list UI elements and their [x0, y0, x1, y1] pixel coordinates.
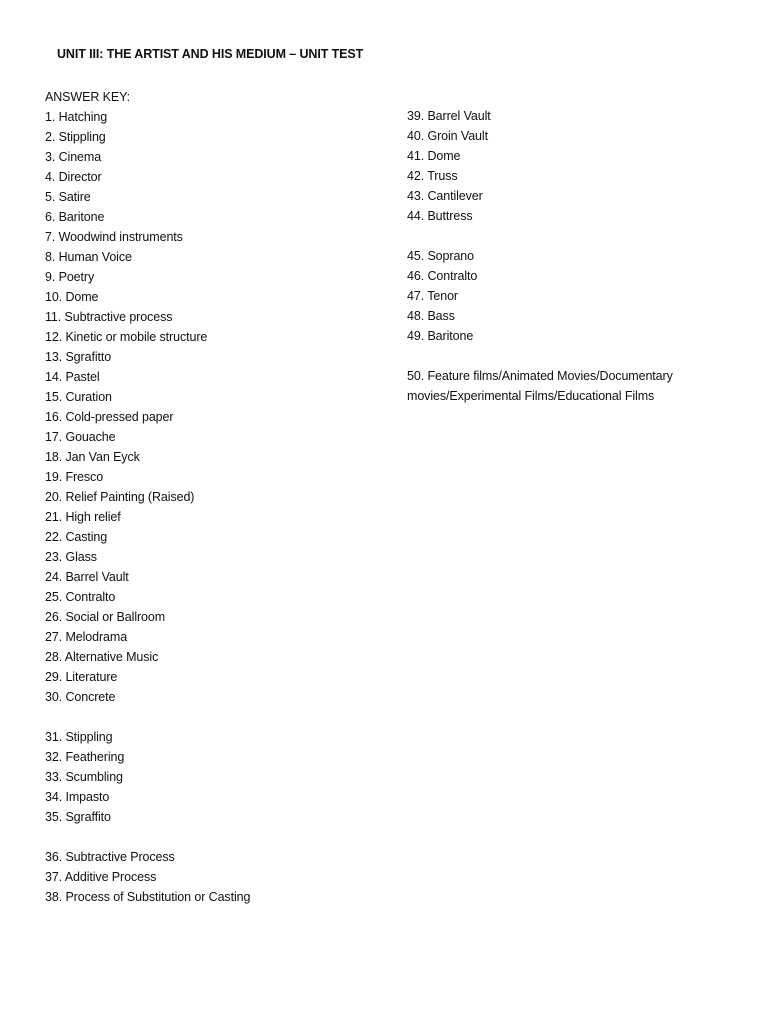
answer-item: 22. Casting — [45, 530, 108, 544]
answer-item: 2. Stippling — [45, 130, 106, 144]
answer-item: 20. Relief Painting (Raised) — [45, 490, 195, 504]
answer-item: 16. Cold-pressed paper — [45, 410, 174, 424]
answer-item: 36. Subtractive Process — [45, 850, 175, 864]
answer-item: 46. Contralto — [407, 269, 478, 283]
answer-item: 30. Concrete — [45, 690, 116, 704]
answer-item: 40. Groin Vault — [407, 129, 488, 143]
answer-item: 21. High relief — [45, 510, 121, 524]
answer-item: 14. Pastel — [45, 370, 100, 384]
answer-item: 35. Sgraffito — [45, 810, 111, 824]
answer-item: 25. Contralto — [45, 590, 116, 604]
blank-line — [407, 226, 727, 246]
answer-item: 29. Literature — [45, 670, 118, 684]
answer-item: 28. Alternative Music — [45, 650, 159, 664]
answer-item: 43. Cantilever — [407, 189, 483, 203]
answer-item: 5. Satire — [45, 190, 91, 204]
document-title: UNIT III: THE ARTIST AND HIS MEDIUM – UNIT TEST — [57, 47, 364, 61]
answer-key-left-column — [45, 87, 385, 907]
answer-item: 41. Dome — [407, 149, 461, 163]
answer-item: 24. Barrel Vault — [45, 570, 129, 584]
answer-item: 26. Social or Ballroom — [45, 610, 166, 624]
answer-item: 1. Hatching — [45, 110, 108, 124]
answer-item: 32. Feathering — [45, 750, 125, 764]
answer-item: 7. Woodwind instruments — [45, 230, 183, 244]
answer-item: 11. Subtractive process — [45, 310, 173, 324]
answer-item: 6. Baritone — [45, 210, 105, 224]
answer-item: 3. Cinema — [45, 150, 102, 164]
answer-item: 19. Fresco — [45, 470, 104, 484]
answer-item: 42. Truss — [407, 169, 458, 183]
answer-item: 12. Kinetic or mobile structure — [45, 330, 208, 344]
answer-item: 44. Buttress — [407, 209, 473, 223]
answer-item: 31. Stippling — [45, 730, 113, 744]
answer-item: 27. Melodrama — [45, 630, 128, 644]
answer-item: 18. Jan Van Eyck — [45, 450, 140, 464]
answer-item: 13. Sgrafitto — [45, 350, 112, 364]
answer-item: 10. Dome — [45, 290, 99, 304]
answer-item: 9. Poetry — [45, 270, 95, 284]
answer-item: 17. Gouache — [45, 430, 116, 444]
answer-item: 39. Barrel Vault — [407, 109, 491, 123]
answer-item: 48. Bass — [407, 309, 455, 323]
answer-key-right-column — [407, 106, 727, 406]
answer-item: 34. Impasto — [45, 790, 110, 804]
answer-item: 50. Feature films/Animated Movies/Documentary — [407, 369, 673, 383]
answer-item: 45. Soprano — [407, 249, 475, 263]
blank-line — [45, 707, 385, 727]
blank-line — [45, 827, 385, 847]
answer-item: 23. Glass — [45, 550, 97, 564]
answer-item: 15. Curation — [45, 390, 112, 404]
answer-item: 37. Additive Process — [45, 870, 157, 884]
blank-line — [407, 346, 727, 366]
answer-item: 33. Scumbling — [45, 770, 123, 784]
answer-item: 4. Director — [45, 170, 102, 184]
answer-item-continuation: movies/Experimental Films/Educational Films — [407, 389, 655, 403]
answer-item: 38. Process of Substitution or Casting — [45, 890, 251, 904]
answer-key-label: ANSWER KEY: — [45, 90, 131, 104]
answer-item: 8. Human Voice — [45, 250, 132, 264]
answer-item: 49. Baritone — [407, 329, 474, 343]
answer-item: 47. Tenor — [407, 289, 458, 303]
